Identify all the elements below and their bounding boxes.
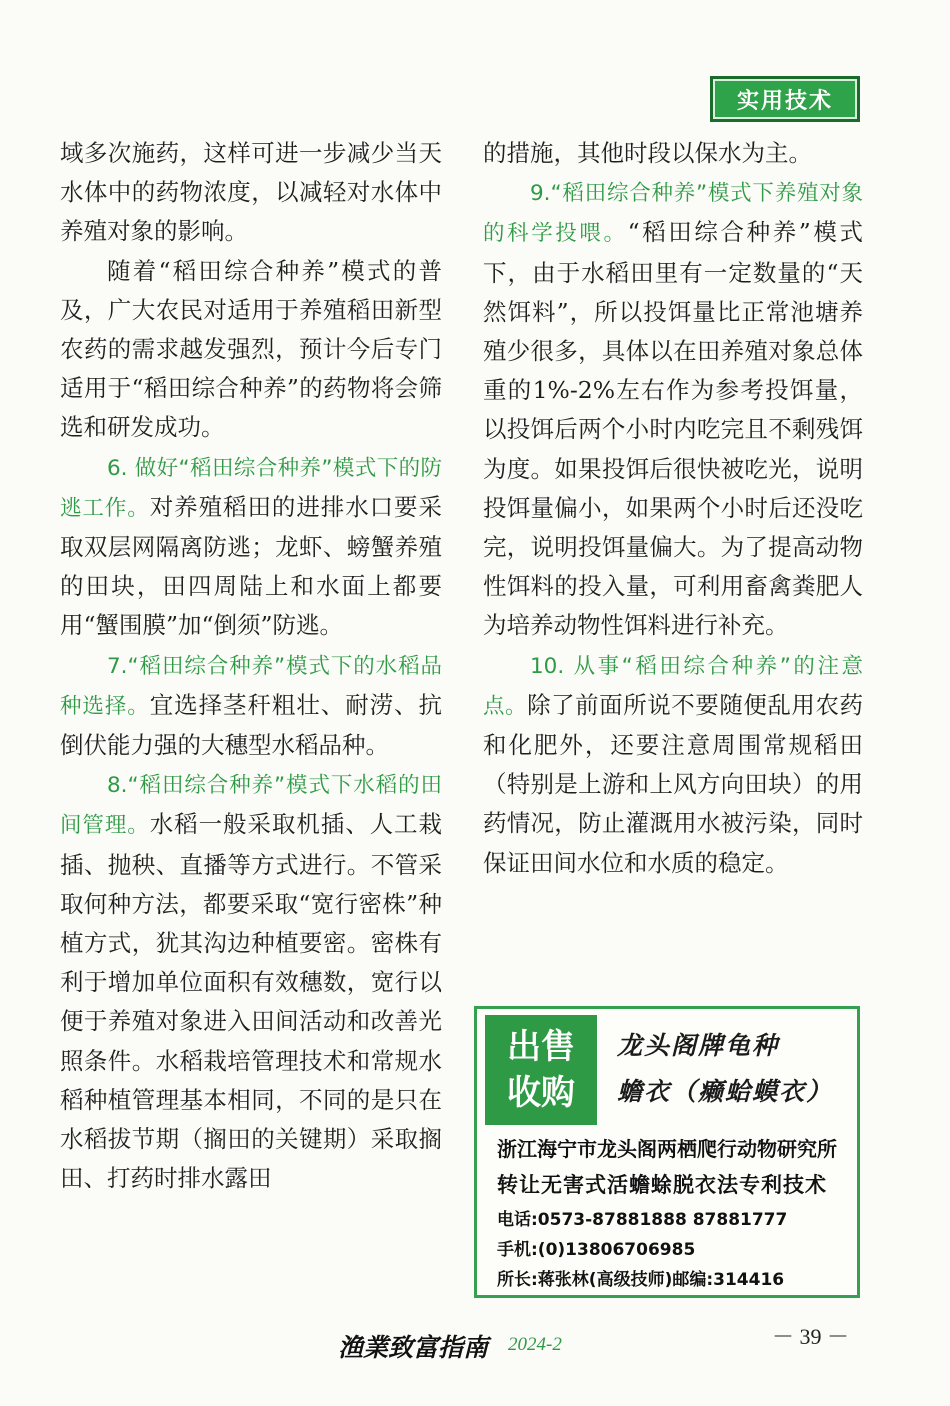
section-tag: 实用技术 [710, 76, 860, 122]
magazine-title: 渔業致富指南 [338, 1333, 489, 1362]
section-10 [483, 646, 863, 883]
section-heading: 8.“稻田综合种养”模式下水稻的田间管理。 [60, 773, 442, 839]
section-heading: 9.“稻田综合种养”模式下养殖对象的科学投喂。 [483, 181, 863, 247]
section-6 [60, 448, 442, 646]
section-heading: 10. 从事“稻田综合种养”的注意点。 [483, 653, 863, 719]
ad-badge-sell: 出售 [507, 1027, 575, 1067]
left-column [60, 134, 442, 1198]
right-column [483, 134, 863, 883]
ad-technology: 转让无害式活蟾蜍脱衣法专利技术 [497, 1173, 827, 1197]
section-7 [60, 646, 442, 766]
paragraph: 随着“稻田综合种养”模式的普及，广大农民对适用于养殖稻田新型农药的需求越发强烈，预计今后专门适用于“稻田综合种养”的药物将会筛选和研发成功。 [60, 256, 442, 442]
section-8 [60, 765, 442, 1198]
issue-number: 2024-2 [508, 1334, 562, 1355]
paragraph: 域多次施药，这样可进一步减少当天水体中的药物浓度，以减轻对水体中养殖对象的影响。 [60, 139, 442, 246]
section-body: 除了前面所说不要随便乱用农药和化肥外，还要注意周围常规稻田（特别是上游和上风方向田块）的用药情况，防止灌溉用水被污染，同时保证田间水位和水质的稳定。 [483, 690, 863, 877]
section-heading: 7.“稻田综合种养”模式下的水稻品种选择。 [60, 653, 442, 719]
page-number: － 39 － [772, 1324, 850, 1349]
section-body: 水稻一般采取机插、人工栽插、抛秧、直播等方式进行。不管采取何种方法，都要采取“宽行密株”种植方式，犹其沟边种植要密。密株有利于增加单位面积有效穗数，宽行以便于养殖对象进入田间活动和改善光照条件。水稻栽培管理技术和常规水稻种植管理基本相同，不同的是只在水稻拔节期（搁田的关键期）采取搁田、打药时排水露田 [60, 810, 442, 1193]
section-body: 对养殖稻田的进排水口要采取双层网隔离防逃；龙虾、螃蟹养殖的田块，田四周陆上和水面上都要用“蟹围膜”加“倒须”防逃。 [60, 492, 442, 640]
section-body: “稻田综合种养”模式下，由于水稻田里有一定数量的“天然饵料”，所以投饵量比正常池塘养殖少很多，具体以在田养殖对象总体重的1%-2%左右作为参考投饵量，以投饵后两个小时内吃完且不剩残饵为度。如果投饵后很快被吃光，说明投饵量偏小，如果两个小时后还没吃完，说明投饵量偏大。为了提高动物性饵料的投入量，可利用畜禽粪肥人为培养动物性饵料进行补充。 [483, 218, 863, 640]
ad-product-line: 龙头阁牌龟种 [617, 1031, 780, 1060]
section-9 [483, 173, 863, 645]
ad-product [617, 1023, 853, 1115]
advertisement-box [474, 1006, 860, 1298]
ad-director: 所长:蒋张林(高级技师)邮编:314416 [497, 1270, 785, 1290]
ad-badge-buy: 收购 [507, 1073, 575, 1113]
section-heading: 6. 做好“稻田综合种养”模式下的防逃工作。 [60, 455, 442, 521]
ad-organization: 浙江海宁市龙头阁两栖爬行动物研究所 [497, 1137, 837, 1161]
ad-badge [485, 1015, 597, 1125]
ad-phone: 电话:0573-87881888 87881777 [497, 1210, 788, 1230]
ad-mobile: 手机:(0)13806706985 [497, 1240, 696, 1260]
paragraph: 的措施，其他时段以保水为主。 [483, 139, 812, 167]
section-body: 宜选择茎秆粗壮、耐涝、抗倒伏能力强的大穗型水稻品种。 [60, 690, 442, 760]
ad-product-line: 蟾衣（癞蛤蟆衣） [617, 1077, 834, 1106]
